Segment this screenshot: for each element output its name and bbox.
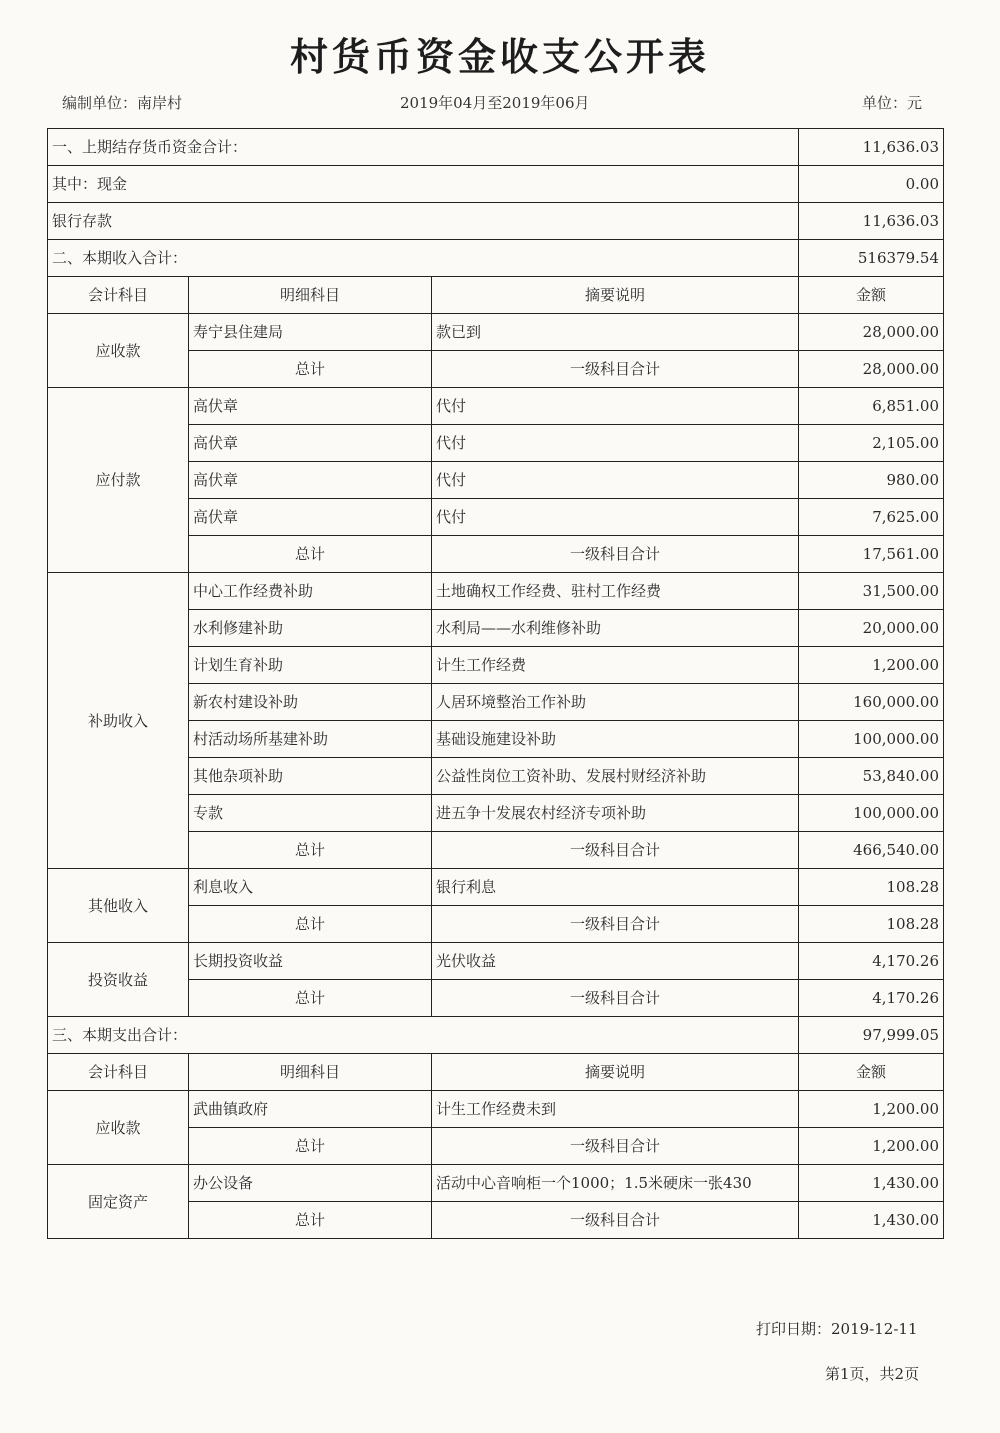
detail-cell: 中心工作经费补助 — [189, 573, 432, 610]
fund-table — [47, 128, 944, 1239]
subtotal-label: 总计 — [189, 1128, 432, 1165]
amount-cell: 2,105.00 — [799, 425, 944, 462]
col-detail-header: 明细科目 — [189, 277, 432, 314]
table-row — [48, 573, 944, 610]
opening-balance-value: 11,636.03 — [799, 129, 944, 166]
detail-cell: 高伏章 — [189, 425, 432, 462]
amount-cell: 7,625.00 — [799, 499, 944, 536]
remark-cell: 代付 — [432, 499, 799, 536]
amount-cell: 1,200.00 — [799, 647, 944, 684]
table-row — [48, 388, 944, 425]
opening-balance-row — [48, 129, 944, 166]
remark-cell: 代付 — [432, 388, 799, 425]
remark-cell: 进五争十发展农村经济专项补助 — [432, 795, 799, 832]
subtotal-remark: 一级科目合计 — [432, 832, 799, 869]
amount-cell: 28,000.00 — [799, 314, 944, 351]
amount-cell: 4,170.26 — [799, 943, 944, 980]
subtotal-amount: 108.28 — [799, 906, 944, 943]
detail-cell: 新农村建设补助 — [189, 684, 432, 721]
remark-cell: 计生工作经费 — [432, 647, 799, 684]
account-cell: 补助收入 — [48, 573, 189, 869]
account-cell: 其他收入 — [48, 869, 189, 943]
subtotal-remark: 一级科目合计 — [432, 536, 799, 573]
page-title: 村货币资金收支公开表 — [289, 34, 710, 79]
col-account-header: 会计科目 — [48, 277, 189, 314]
amount-cell: 20,000.00 — [799, 610, 944, 647]
remark-cell: 水利局——水利维修补助 — [432, 610, 799, 647]
remark-cell: 基础设施建设补助 — [432, 721, 799, 758]
subtotal-label: 总计 — [189, 351, 432, 388]
remark-cell: 人居环境整治工作补助 — [432, 684, 799, 721]
subtotal-label: 总计 — [189, 1202, 432, 1239]
income-total-label: 二、本期收入合计： — [48, 240, 799, 277]
amount-cell: 100,000.00 — [799, 721, 944, 758]
amount-cell: 1,200.00 — [799, 1091, 944, 1128]
amount-cell: 160,000.00 — [799, 684, 944, 721]
detail-cell: 寿宁县住建局 — [189, 314, 432, 351]
col-remark-header: 摘要说明 — [432, 1054, 799, 1091]
expense-header-row — [48, 1054, 944, 1091]
remark-cell: 光伏收益 — [432, 943, 799, 980]
account-cell: 应收款 — [48, 314, 189, 388]
detail-cell: 高伏章 — [189, 388, 432, 425]
income-total-value: 516379.54 — [799, 240, 944, 277]
subtotal-amount: 1,430.00 — [799, 1202, 944, 1239]
amount-cell: 1,430.00 — [799, 1165, 944, 1202]
subtotal-remark: 一级科目合计 — [432, 906, 799, 943]
expense-total-value: 97,999.05 — [799, 1017, 944, 1054]
subtotal-remark: 一级科目合计 — [432, 980, 799, 1017]
income-total-row — [48, 240, 944, 277]
expense-total-label: 三、本期支出合计： — [48, 1017, 799, 1054]
print-date: 打印日期：2019-12-11 — [756, 1320, 918, 1338]
amount-cell: 31,500.00 — [799, 573, 944, 610]
bank-deposit-row — [48, 203, 944, 240]
detail-cell: 高伏章 — [189, 499, 432, 536]
remark-cell: 公益性岗位工资补助、发展村财经济补助 — [432, 758, 799, 795]
amount-cell: 980.00 — [799, 462, 944, 499]
col-detail-header: 明细科目 — [189, 1054, 432, 1091]
account-cell: 固定资产 — [48, 1165, 189, 1239]
account-cell: 应付款 — [48, 388, 189, 573]
col-remark-header: 摘要说明 — [432, 277, 799, 314]
remark-cell: 活动中心音响柜一个1000；1.5米硬床一张430 — [432, 1165, 799, 1202]
subtotal-remark: 一级科目合计 — [432, 1128, 799, 1165]
subtotal-amount: 17,561.00 — [799, 536, 944, 573]
subtotal-amount: 1,200.00 — [799, 1128, 944, 1165]
amount-cell: 108.28 — [799, 869, 944, 906]
col-amount-header: 金额 — [799, 1054, 944, 1091]
amount-cell: 6,851.00 — [799, 388, 944, 425]
bank-deposit-label: 银行存款 — [48, 203, 799, 240]
subtotal-label: 总计 — [189, 832, 432, 869]
report-period: 2019年04月至2019年06月 — [400, 94, 590, 112]
subtotal-remark: 一级科目合计 — [432, 1202, 799, 1239]
table-row — [48, 314, 944, 351]
expense-total-row — [48, 1017, 944, 1054]
detail-cell: 武曲镇政府 — [189, 1091, 432, 1128]
income-header-row — [48, 277, 944, 314]
subtotal-amount: 28,000.00 — [799, 351, 944, 388]
subtotal-label: 总计 — [189, 536, 432, 573]
amount-cell: 100,000.00 — [799, 795, 944, 832]
account-cell: 应收款 — [48, 1091, 189, 1165]
table-row — [48, 1091, 944, 1128]
remark-cell: 土地确权工作经费、驻村工作经费 — [432, 573, 799, 610]
compiling-unit: 编制单位：南岸村 — [62, 94, 183, 112]
subtotal-amount: 466,540.00 — [799, 832, 944, 869]
cash-label: 其中：现金 — [48, 166, 799, 203]
remark-cell: 计生工作经费未到 — [432, 1091, 799, 1128]
detail-cell: 高伏章 — [189, 462, 432, 499]
table-row — [48, 1165, 944, 1202]
table-row — [48, 869, 944, 906]
page-number: 第1页，共2页 — [825, 1365, 920, 1383]
subtotal-label: 总计 — [189, 906, 432, 943]
subtotal-amount: 4,170.26 — [799, 980, 944, 1017]
currency-unit: 单位：元 — [862, 94, 923, 112]
table-row — [48, 943, 944, 980]
bank-deposit-value: 11,636.03 — [799, 203, 944, 240]
remark-cell: 代付 — [432, 425, 799, 462]
detail-cell: 其他杂项补助 — [189, 758, 432, 795]
cash-value: 0.00 — [799, 166, 944, 203]
account-cell: 投资收益 — [48, 943, 189, 1017]
remark-cell: 款已到 — [432, 314, 799, 351]
detail-cell: 村活动场所基建补助 — [189, 721, 432, 758]
col-amount-header: 金额 — [799, 277, 944, 314]
remark-cell: 代付 — [432, 462, 799, 499]
detail-cell: 专款 — [189, 795, 432, 832]
detail-cell: 水利修建补助 — [189, 610, 432, 647]
amount-cell: 53,840.00 — [799, 758, 944, 795]
remark-cell: 银行利息 — [432, 869, 799, 906]
detail-cell: 长期投资收益 — [189, 943, 432, 980]
col-account-header: 会计科目 — [48, 1054, 189, 1091]
detail-cell: 办公设备 — [189, 1165, 432, 1202]
subtotal-label: 总计 — [189, 980, 432, 1017]
cash-row — [48, 166, 944, 203]
opening-balance-label: 一、上期结存货币资金合计： — [48, 129, 799, 166]
subtotal-remark: 一级科目合计 — [432, 351, 799, 388]
detail-cell: 利息收入 — [189, 869, 432, 906]
detail-cell: 计划生育补助 — [189, 647, 432, 684]
